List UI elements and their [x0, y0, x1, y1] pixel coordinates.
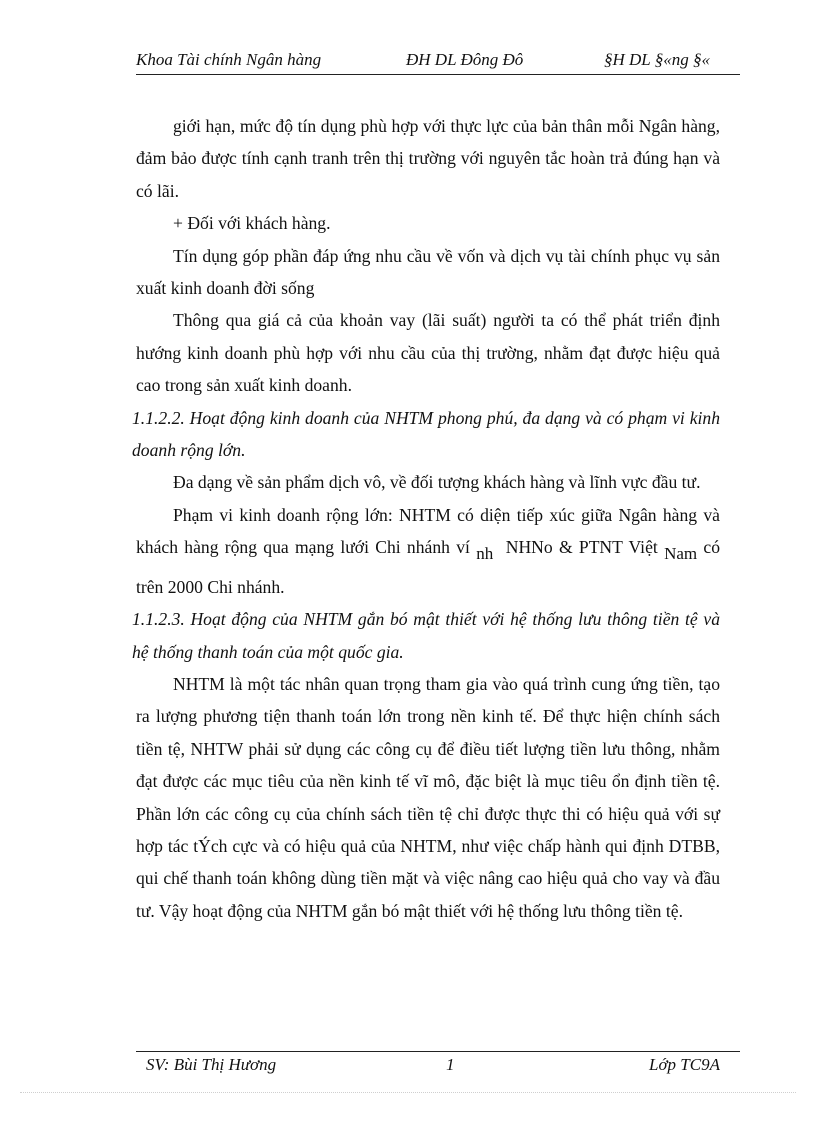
paragraph-7: NHTM là một tác nhân quan trọng tham gia vào quá trình cung ứng tiền, tạo ra lượng phương tiện thanh toán lớn trong nền kinh tế. Để thực hiện chính sách tiền tệ, NHTW phải sử dụng các công cụ để điều tiết lượng tiền lưu thông, nhằm đạt được các mục tiêu của nền kinh tế vĩ mô, đặc biệt là mục tiêu ổn định tiền tệ. Phần lớn các công cụ của chính sách tiền tệ chỉ được thực thi có hiệu quả với sự hợp tác tÝch cực và có hiệu quả của NHTM, như việc chấp hành qui định DTBB, qui chế thanh toán không dùng tiền mặt và việc nâng cao hiệu quả cho vay và đầu tư. Vậy hoạt động của NHTM gắn bó mật thiết với hệ thống lưu thông tiền tệ. [136, 673, 720, 921]
page-bottom-border [20, 1092, 796, 1093]
paragraph-6-country: Nam [664, 544, 698, 564]
paragraph-4: Thông qua giá cả của khoản vay (lãi suất) người ta có thể phát triển định hướng kinh doanh phù hợp với nhu cầu của thị trường, nhằm đạt được hiệu quả cao trong sản xuất kinh doanh. [136, 310, 720, 396]
header-rule [136, 74, 740, 75]
footer-class: Lớp TC9A [649, 1055, 720, 1074]
section-heading-1-1-2-2: 1.1.2.2. Hoạt động kinh doanh của NHTM phong phú, đa dạng và có phạm vi kinh doanh rộng lớn. [132, 407, 720, 461]
header-university-encoded: §H DL §«ng §« [604, 50, 710, 69]
footer-rule [136, 1051, 740, 1052]
footer-page-number: 1 [446, 1055, 455, 1074]
paragraph-6-fragment: nh [476, 544, 494, 564]
page-footer [146, 1055, 720, 1077]
page-header [136, 50, 740, 72]
paragraph-3: Tín dụng góp phần đáp ứng nhu cầu về vốn và dịch vụ tài chính phục vụ sản xuất kinh doanh đời sống [136, 245, 720, 299]
paragraph-6 [136, 499, 720, 603]
paragraph-2: + Đối với khách hàng. [173, 213, 331, 234]
header-faculty: Khoa Tài chính Ngân hàng [136, 50, 322, 69]
paragraph-6-end: có trên 2000 Chi nhánh. [136, 537, 720, 597]
paragraph-6-text: Phạm vi kinh doanh rộng lớn: NHTM có diện tiếp xúc giữa Ngân hàng và khách hàng rộng qua mạng lưới Chi nhánh ví [136, 504, 720, 558]
document-body [132, 110, 720, 927]
paragraph-6-org: NHNo & PTNT Việt [505, 537, 658, 558]
paragraph-5: Đa dạng về sản phẩm dịch vô, về đối tượng khách hàng và lĩnh vực đầu tư. [173, 472, 701, 493]
footer-student: SV: Bùi Thị Hương [146, 1055, 277, 1074]
header-university: ĐH DL Đông Đô [406, 50, 524, 69]
section-heading-1-1-2-3: 1.1.2.3. Hoạt động của NHTM gắn bó mật thiết với hệ thống lưu thông tiền tệ và hệ thống thanh toán của một quốc gia. [132, 609, 720, 662]
paragraph-1: giới hạn, mức độ tín dụng phù hợp với thực lực của bản thân mỗi Ngân hàng, đảm bảo được tính cạnh tranh trên thị trường với nguyên tắc hoàn trả đúng hạn và có lãi. [136, 116, 720, 201]
